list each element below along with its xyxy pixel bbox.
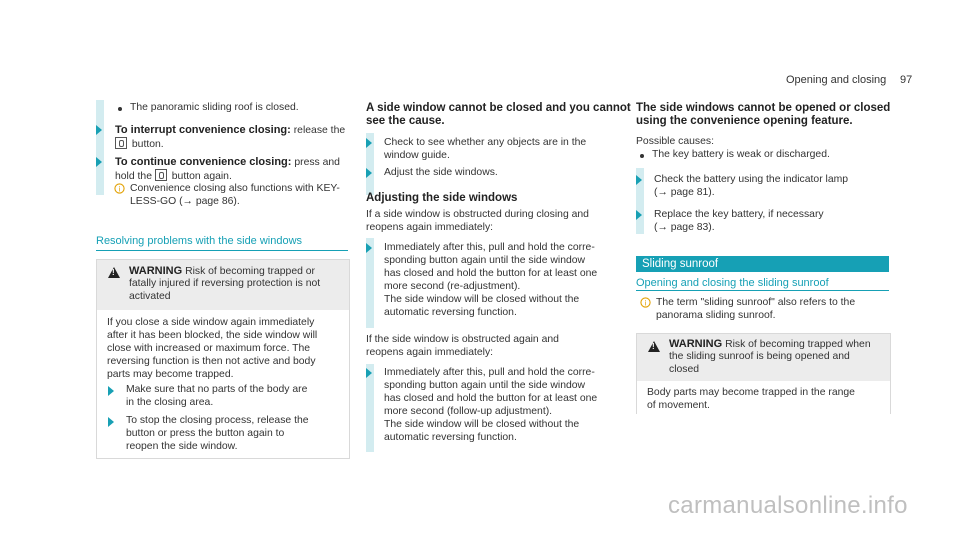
warning-box (636, 333, 891, 414)
step-text: automatic reversing function. (384, 307, 517, 318)
heading: using the convenience opening feature. (636, 115, 853, 127)
watermark: carmanualsonline.info (668, 492, 908, 519)
step-text: Replace the key battery, if necessary (654, 209, 824, 220)
body-text: If a side window is obstructed during closing and (366, 209, 589, 220)
warning-step: reopen the side window. (126, 441, 238, 452)
warning-body: after it has been blocked, the side window will (107, 330, 318, 341)
info-icon (640, 297, 651, 308)
heading: A side window cannot be closed and you cannot (366, 102, 631, 114)
step-text: button. (131, 139, 164, 150)
body-text: reopens again immediately: (366, 347, 494, 358)
bullet-dot (640, 154, 644, 158)
bullet-dot (118, 107, 122, 111)
step-arrow-icon (366, 368, 372, 378)
step-text: press and (294, 157, 340, 168)
bullet-text: The key battery is weak or discharged. (652, 149, 830, 160)
warning-body: close with increased or maximum force. The (107, 343, 311, 354)
note-text: LESS-GO (→ page 86). (130, 196, 240, 207)
button-icon (115, 137, 127, 149)
step-arrow-icon (108, 386, 114, 396)
body-text: Possible causes: (636, 136, 714, 147)
step-text: sponding button again until the side window (384, 255, 586, 266)
section-header: Opening and closing (786, 74, 887, 86)
section-title: Resolving problems with the side windows (96, 235, 303, 247)
step-arrow-icon (366, 138, 372, 148)
step-text: has closed and hold the button for at least one (384, 393, 598, 404)
section-title: Opening and closing the sliding sunroof (636, 277, 829, 289)
note-text: panorama sliding sunroof. (656, 310, 776, 321)
step-arrow-icon (366, 168, 372, 178)
step-text: Immediately after this, pull and hold the corre- (384, 367, 595, 378)
section-rule (636, 290, 889, 291)
svg-text:i: i (118, 184, 121, 194)
step-text: Check to see whether any objects are in the (384, 137, 587, 148)
note-text: Convenience closing also functions with KEY- (130, 183, 340, 194)
warning-body: reversing function is then not active and body (107, 356, 316, 367)
step-text: (→ page 81). (654, 187, 715, 198)
step-label: To interrupt convenience closing: (115, 124, 291, 136)
banner-text: Sliding sunroof (642, 258, 719, 270)
step-text: button again. (171, 171, 232, 182)
warning-triangle-icon (108, 267, 120, 278)
step-text: release the (293, 125, 346, 136)
info-icon (114, 183, 125, 194)
warning-body: Body parts may become trapped in the range (647, 387, 855, 398)
step-text: Adjust the side windows. (384, 167, 498, 178)
button-icon (155, 169, 167, 181)
warning-text: Risk of becoming trapped when (725, 339, 871, 350)
step-text: The side window will be closed without the (384, 294, 580, 305)
step-text: more second (follow-up adjustment). (384, 406, 553, 417)
warning-box (96, 259, 350, 459)
heading: The side windows cannot be opened or closed (636, 102, 891, 114)
warning-step: in the closing area. (126, 397, 214, 408)
step-text: Check the battery using the indicator lamp (654, 174, 849, 185)
step-text: The side window will be closed without the (384, 419, 580, 430)
step-text: window guide. (384, 150, 450, 161)
bullet-text: The panoramic sliding roof is closed. (130, 102, 299, 113)
step-arrow-icon (636, 175, 642, 185)
step-arrow-icon (96, 125, 102, 135)
warning-step: To stop the closing process, release the (126, 415, 309, 426)
step-text: hold the (115, 171, 152, 182)
warning-body: If you close a side window again immediately (107, 317, 315, 328)
warning-step: button or press the button again to (126, 428, 285, 439)
warning-triangle-icon (648, 341, 660, 352)
section-rule (96, 250, 348, 251)
warning-text: fatally injured if reversing protection is not (129, 278, 321, 289)
note-text: The term "sliding sunroof" also refers to the (656, 297, 856, 308)
step-arrow-icon (366, 243, 372, 253)
warning-text: the sliding sunroof is being opened and (669, 351, 850, 362)
warning-text: activated (129, 291, 171, 302)
warning-body: parts may become trapped. (107, 369, 234, 380)
step-text: more second (re-adjustment). (384, 281, 521, 292)
warning-step: Make sure that no parts of the body are (126, 384, 308, 395)
step-arrow-icon (636, 210, 642, 220)
warning-text: closed (669, 364, 700, 375)
section-banner (636, 256, 889, 272)
heading: see the cause. (366, 115, 445, 127)
page-number: 97 (900, 74, 913, 86)
step-arrow-icon (108, 417, 114, 427)
step-label: To continue convenience closing: (115, 156, 292, 168)
step-text: has closed and hold the button for at least one (384, 268, 598, 279)
warning-text: Risk of becoming trapped or (185, 266, 316, 277)
step-text: automatic reversing function. (384, 432, 517, 443)
svg-text:i: i (644, 298, 647, 308)
warning-title: WARNING (129, 265, 183, 277)
warning-body: of movement. (647, 400, 710, 411)
body-text: If the side window is obstructed again and (366, 334, 559, 345)
step-text: (→ page 83). (654, 222, 715, 233)
body-text: reopens again immediately: (366, 222, 494, 233)
subheading: Adjusting the side windows (366, 192, 518, 204)
step-text: Immediately after this, pull and hold the corre- (384, 242, 595, 253)
step-arrow-icon (96, 157, 102, 167)
step-text: sponding button again until the side window (384, 380, 586, 391)
warning-title: WARNING (669, 338, 723, 350)
